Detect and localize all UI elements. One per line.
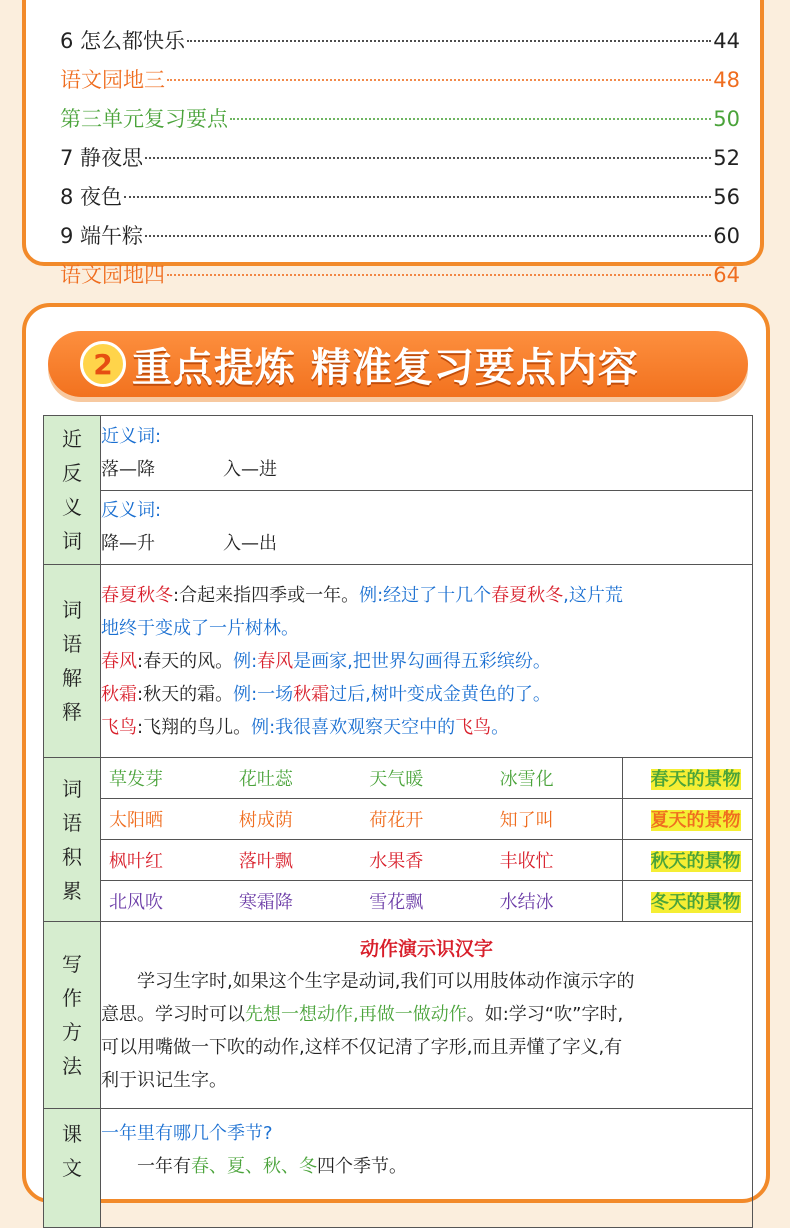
entry-definition: 合起来指四季或一年。 [179, 584, 360, 606]
text-run: 四个季节。 [317, 1156, 407, 1177]
entry-example-word: 飞鸟 [455, 716, 492, 738]
toc-item-title: 9 端午粽 [60, 224, 144, 248]
header-char: 反 [62, 461, 82, 485]
header-char: 词 [62, 776, 82, 801]
toc-item-title: 语文园地四 [60, 263, 165, 287]
category-label: 春天的景物 [650, 769, 741, 790]
word-cell: 落叶飘 [231, 840, 361, 881]
leader-dots [167, 79, 711, 81]
header-char: 语 [62, 810, 82, 835]
section-number-badge: 2 [80, 341, 126, 387]
toc-item-partial-bottom[interactable] [60, 259, 740, 289]
writing-paragraph: 可以用嘴做一下吹的动作,这样不仅记清了字形,而且弄懂了字义,有 [101, 1037, 623, 1058]
entry-definition: 秋天的霜。 [143, 683, 234, 705]
header-char: 解 [62, 666, 82, 690]
word-cell: 太阳晒 [101, 799, 231, 840]
leader-dots [230, 118, 711, 120]
category-label: 冬天的景物 [650, 892, 741, 913]
explain-entry [101, 645, 752, 678]
section-banner [48, 331, 748, 397]
word-cell: 水结冰 [492, 881, 622, 922]
toc-item[interactable] [60, 220, 740, 250]
entry-example: 。 [491, 716, 510, 738]
category-cell [622, 840, 752, 881]
header-char: 作 [62, 986, 82, 1010]
toc-item-page: 48 [713, 68, 740, 92]
toc-item[interactable] [60, 103, 740, 133]
word-cell: 草发芽 [101, 758, 231, 799]
near-synonyms-label: 近义词: [101, 425, 162, 447]
text-run: 一年有 [137, 1156, 191, 1177]
header-char: 词 [62, 529, 82, 553]
word-cell: 花吐蕊 [231, 758, 361, 799]
toc-item-title: 8 夜色 [60, 185, 123, 209]
word-cell: 寒霜降 [231, 881, 361, 922]
antonym-pair: 入—出 [223, 533, 277, 555]
category-cell [622, 881, 752, 922]
category-label: 夏天的景物 [650, 810, 741, 831]
row-header-text [44, 1109, 101, 1228]
word-cell: 冰雪化 [492, 758, 622, 799]
word-cell: 丰收忙 [492, 840, 622, 881]
entry-example: 是画家,把世界勾画得五彩缤纷。 [293, 650, 551, 672]
toc-item[interactable] [60, 25, 740, 55]
toc-item[interactable] [60, 142, 740, 172]
header-char: 释 [62, 700, 82, 724]
toc-item-title: 第三单元复习要点 [60, 107, 228, 131]
word-cell: 雪花飘 [361, 881, 491, 922]
text-run: 意思。学习时可以 [101, 1004, 245, 1025]
entry-example: 例:我很喜欢观察天空中的 [251, 716, 456, 738]
header-char: 课 [62, 1122, 82, 1146]
entry-word: 春夏秋冬 [101, 584, 173, 606]
word-cell: 知了叫 [492, 799, 622, 840]
word-cell: 荷花开 [361, 799, 491, 840]
entry-example-word: 春风 [257, 650, 294, 672]
toc-card [22, 0, 764, 287]
header-char: 义 [62, 495, 82, 519]
entry-word: 飞鸟 [101, 716, 137, 738]
category-cell [622, 758, 752, 799]
toc-item-page: 50 [713, 107, 740, 131]
leader-dots [145, 235, 711, 237]
review-table [43, 415, 753, 1228]
entry-word: 春风 [101, 650, 137, 672]
toc-item-page: 44 [713, 29, 740, 53]
toc-item-page: 56 [713, 185, 740, 209]
entry-definition: 春天的风。 [143, 650, 234, 672]
text-answer [101, 1150, 752, 1183]
highlight-text: 先想一想动作,再做一做动作 [245, 1004, 467, 1025]
entry-colon: : [173, 584, 180, 606]
entry-colon: : [137, 683, 144, 705]
antonyms-label: 反义词: [101, 500, 162, 522]
writing-paragraph [101, 998, 752, 1031]
header-char: 词 [62, 598, 82, 622]
word-cell: 树成荫 [231, 799, 361, 840]
header-char: 语 [62, 632, 82, 656]
entry-colon: : [137, 650, 144, 672]
near-synonyms-cell [101, 416, 753, 491]
toc-item-page: 64 [713, 263, 740, 287]
entry-example: 例: [233, 650, 258, 672]
writing-cell [101, 922, 753, 1109]
section-title: 重点提炼 精准复习要点内容 [132, 344, 639, 391]
header-char: 积 [62, 844, 82, 869]
word-cell: 北风吹 [101, 881, 231, 922]
review-card [22, 303, 770, 1203]
entry-example: 过后,树叶变成金黄色的了。 [329, 683, 551, 705]
explain-entry [101, 579, 752, 612]
entry-example: ,这片荒 [563, 584, 623, 606]
entry-example-word: 春夏秋冬 [491, 584, 564, 606]
header-char: 累 [62, 878, 82, 903]
header-char: 近 [62, 427, 82, 451]
leader-dots [124, 196, 711, 198]
toc-item-page: 52 [713, 146, 740, 170]
writing-paragraph: 利于识记生字。 [101, 1070, 227, 1091]
explain-entry [101, 711, 752, 744]
header-char: 写 [62, 952, 82, 976]
text-cell [101, 1109, 753, 1228]
category-cell [622, 799, 752, 840]
entry-word: 秋霜 [101, 683, 137, 705]
toc-item[interactable] [60, 181, 740, 211]
toc-item-title: 语文园地三 [60, 68, 165, 92]
word-cell: 水果香 [361, 840, 491, 881]
toc-item-title: 7 静夜思 [60, 146, 144, 170]
entry-example: 地终于变成了一片树林。 [101, 617, 299, 639]
synonym-pair: 落—降 [101, 458, 155, 480]
writing-title: 动作演示识汉字 [359, 938, 493, 960]
explain-cell [101, 565, 753, 758]
leader-dots [187, 40, 711, 42]
toc-item-title: 6 怎么都快乐 [60, 29, 186, 53]
leader-dots [167, 274, 711, 276]
toc-item[interactable] [60, 64, 740, 94]
explain-entry [101, 678, 752, 711]
row-header-writing [44, 922, 101, 1109]
entry-colon: : [137, 716, 144, 738]
text-run: 。如:学习“吹”字时, [466, 1004, 624, 1025]
highlight-text: 春、夏、秋、冬 [191, 1156, 317, 1177]
word-cell: 天气暖 [361, 758, 491, 799]
category-label: 秋天的景物 [650, 851, 741, 872]
writing-paragraph: 学习生字时,如果这个生字是动词,我们可以用肢体动作演示字的 [137, 971, 635, 992]
entry-definition: 飞翔的鸟儿。 [143, 716, 252, 738]
row-header-synonyms [44, 416, 101, 565]
header-char: 法 [62, 1054, 82, 1078]
row-header-explain [44, 565, 101, 758]
antonyms-cell [101, 490, 753, 565]
entry-example: 例:经过了十几个 [359, 584, 492, 606]
synonym-pair: 入—进 [223, 458, 277, 480]
header-char: 方 [62, 1020, 82, 1044]
toc-item-page: 60 [713, 224, 740, 248]
entry-example-word: 秋霜 [293, 683, 330, 705]
word-cell: 枫叶红 [101, 840, 231, 881]
entry-example: 例:一场 [233, 683, 294, 705]
row-header-accumulate [44, 758, 101, 922]
header-char: 文 [62, 1156, 82, 1180]
text-question: 一年里有哪几个季节? [101, 1123, 273, 1144]
antonym-pair: 降—升 [101, 533, 155, 555]
leader-dots [145, 157, 711, 159]
